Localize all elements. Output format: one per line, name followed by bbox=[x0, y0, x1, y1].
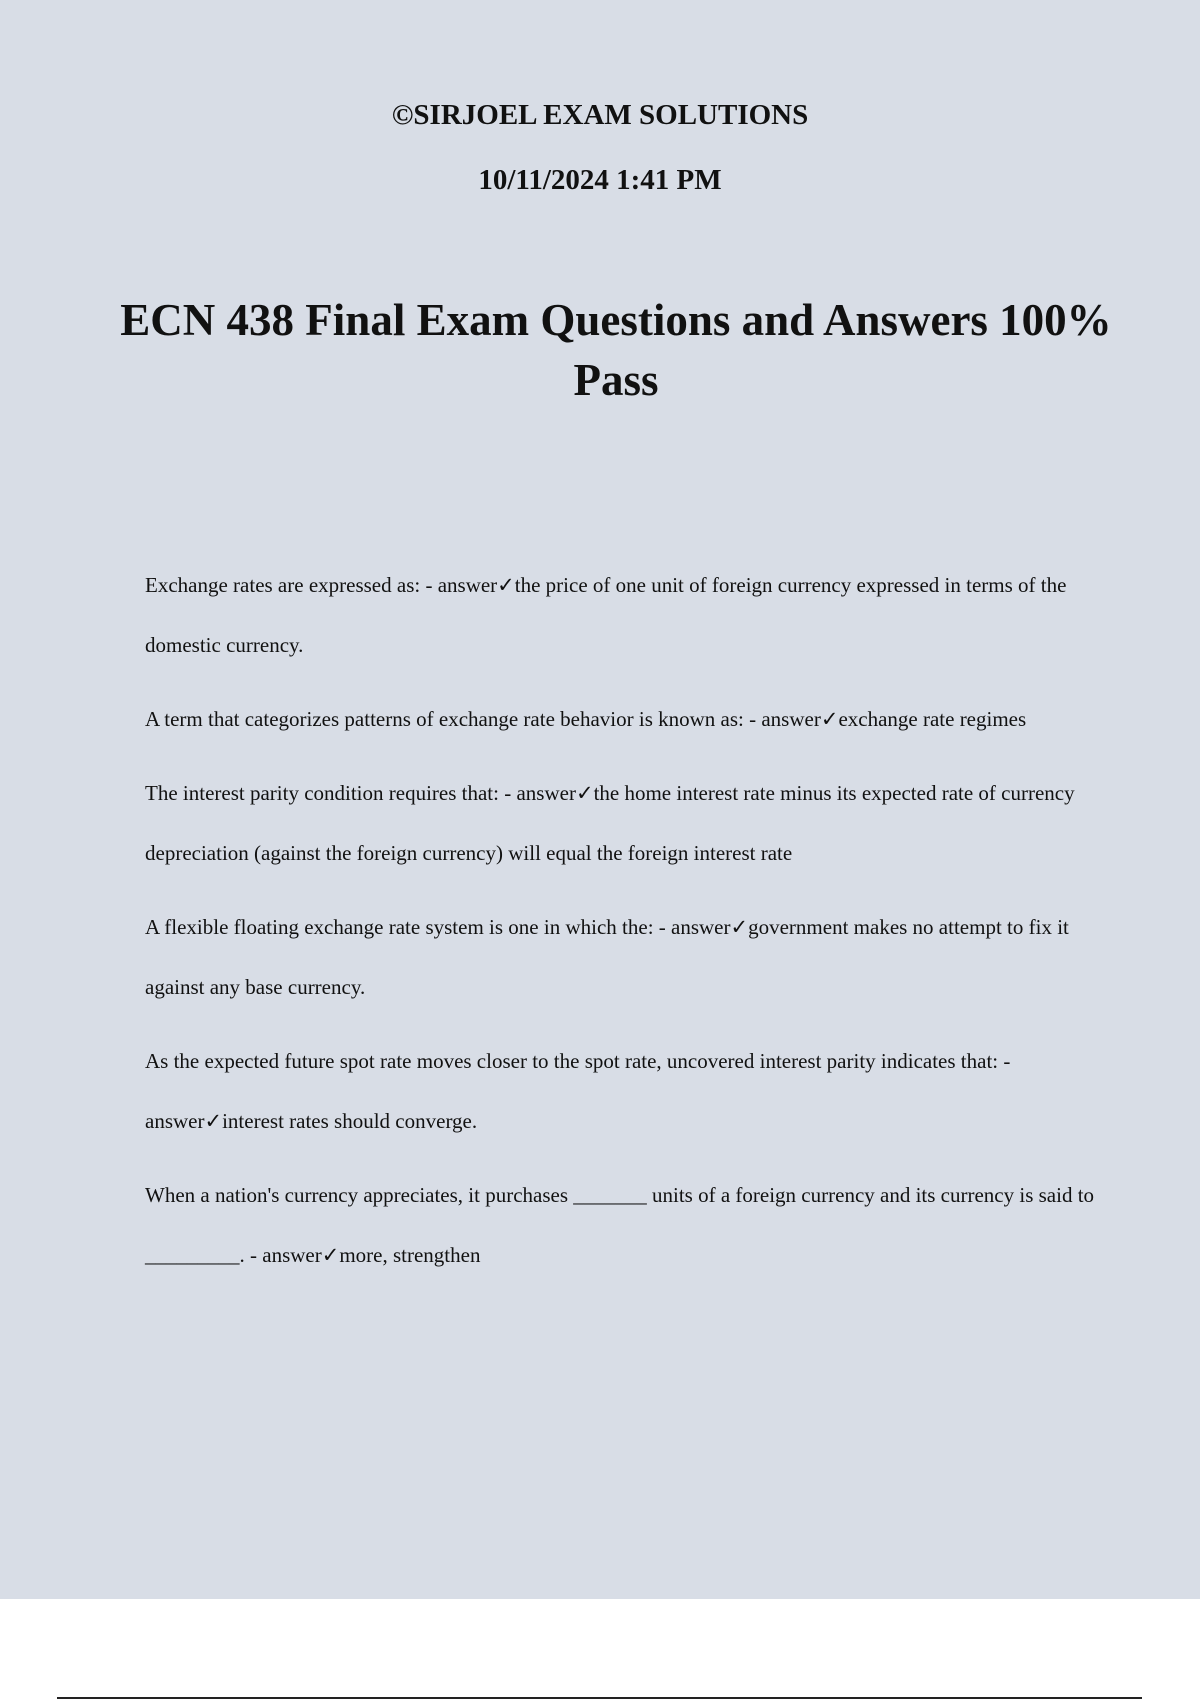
answer-marker: - answer bbox=[250, 1243, 322, 1267]
check-icon: ✓ bbox=[730, 915, 749, 939]
check-icon: ✓ bbox=[820, 707, 839, 731]
check-icon: ✓ bbox=[321, 1243, 340, 1267]
qa-item bbox=[145, 1031, 1095, 1151]
check-icon: ✓ bbox=[204, 1109, 223, 1133]
qa-list bbox=[145, 555, 1100, 1299]
answer-text: the price of one unit of foreign currency expressed in terms of the domestic currency. bbox=[145, 573, 1072, 657]
document-title: ECN 438 Final Exam Questions and Answers 100% Pass bbox=[120, 295, 1112, 405]
answer-text: the home interest rate minus its expected rate of currency depreciation (against the foreign currency) will equal the foreign interest rate bbox=[145, 781, 1080, 865]
answer-text: exchange rate regimes bbox=[838, 707, 1027, 731]
qa-item bbox=[145, 555, 1095, 675]
answer-marker: - answer bbox=[425, 573, 498, 597]
question-text: The interest parity condition requires that: bbox=[145, 781, 499, 805]
timestamp-header: 10/11/2024 1:41 PM bbox=[478, 164, 722, 196]
answer-marker: - answer bbox=[658, 915, 731, 939]
check-icon: ✓ bbox=[575, 781, 594, 805]
question-text: As the expected future spot rate moves closer to the spot rate, uncovered interest parity indicates that: bbox=[145, 1049, 999, 1073]
question-text: A term that categorizes patterns of exchange rate behavior is known as: bbox=[145, 707, 744, 731]
question-text: When a nation's currency appreciates, it purchases _______ units of a foreign currency and its currency is said to _________. bbox=[145, 1183, 1100, 1267]
answer-text: more, strengthen bbox=[339, 1243, 481, 1267]
question-text: A flexible floating exchange rate system is one in which the: bbox=[145, 915, 654, 939]
qa-item bbox=[145, 763, 1095, 883]
answer-text: interest rates should converge. bbox=[222, 1109, 478, 1133]
answer-marker: - answer bbox=[504, 781, 576, 805]
qa-item bbox=[145, 1165, 1100, 1285]
check-icon: ✓ bbox=[497, 573, 515, 597]
answer-marker: - answer bbox=[145, 1049, 1011, 1133]
qa-item bbox=[145, 897, 1095, 1017]
answer-text: government makes no attempt to fix it against any base currency. bbox=[145, 915, 1075, 999]
brand-header: ©SIRJOEL EXAM SOLUTIONS bbox=[391, 99, 809, 131]
question-text: Exchange rates are expressed as: bbox=[145, 573, 421, 597]
qa-item bbox=[145, 689, 1095, 749]
answer-marker: - answer bbox=[749, 707, 821, 731]
footer-divider bbox=[57, 1697, 1142, 1699]
